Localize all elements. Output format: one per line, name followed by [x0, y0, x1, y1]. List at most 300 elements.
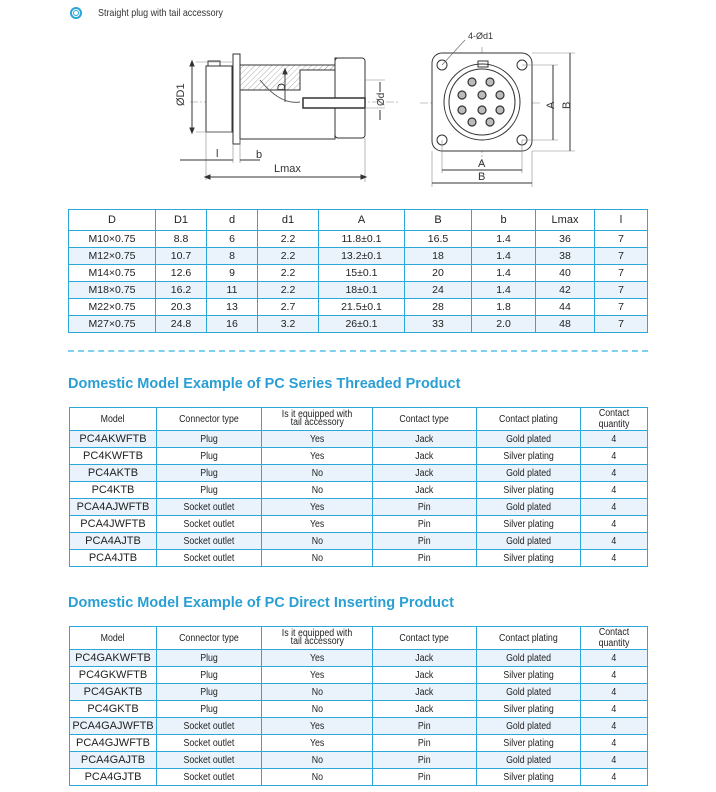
- table-cell: [157, 465, 262, 482]
- side-view-drawing: [160, 30, 410, 190]
- table-cell: 26±0.1: [319, 316, 405, 333]
- cell-text: Socket outlet: [183, 535, 235, 547]
- table-cell: M27×0.75: [69, 316, 156, 333]
- cell-text: PC4GAKWFTB: [75, 652, 151, 664]
- table-cell: 21.5±0.1: [319, 299, 405, 316]
- table-row: [70, 448, 648, 465]
- table-cell: [581, 431, 648, 448]
- model-cell: [70, 650, 157, 667]
- cell-text: 4: [611, 501, 617, 513]
- table-cell: [581, 735, 648, 752]
- cell-text: Socket outlet: [183, 501, 235, 513]
- table-cell: [373, 684, 477, 701]
- cell-text: Plug: [200, 433, 218, 445]
- cell-text: Gold plated: [505, 720, 552, 732]
- cell-text: PCA4GAJWFTB: [72, 720, 154, 732]
- cell-text: PC4AKWFTB: [79, 433, 147, 445]
- table-cell: 7: [595, 231, 648, 248]
- cell-text: 4: [611, 720, 617, 732]
- table-cell: 33: [405, 316, 472, 333]
- cell-text: Yes: [309, 518, 325, 530]
- label-lmax: Lmax: [274, 163, 301, 175]
- table-cell: 2.2: [258, 282, 319, 299]
- table-cell: [581, 482, 648, 499]
- front-view-drawing: [410, 25, 590, 190]
- table-row: [70, 684, 648, 701]
- table-cell: [157, 516, 262, 533]
- table-row: [70, 516, 648, 533]
- table-cell: [581, 550, 648, 567]
- table-cell: [477, 516, 581, 533]
- cell-text: Pin: [418, 771, 431, 783]
- label-d1: ØD1: [175, 83, 187, 106]
- cell-text: 4: [611, 669, 617, 681]
- table-cell: [157, 752, 262, 769]
- cell-text: Jack: [415, 686, 434, 698]
- table-cell: 9: [207, 265, 258, 282]
- bullseye-icon: [70, 7, 82, 19]
- table-header-row: [70, 408, 648, 431]
- cell-text: Gold plated: [505, 686, 552, 698]
- model-cell: [70, 718, 157, 735]
- cell-text: 4: [611, 535, 617, 547]
- table-cell: [373, 550, 477, 567]
- cell-text: Jack: [415, 652, 434, 664]
- model-cell: [70, 684, 157, 701]
- table-cell: [373, 718, 477, 735]
- table-row: [70, 718, 648, 735]
- table-cell: 28: [405, 299, 472, 316]
- table-cell: [157, 718, 262, 735]
- cell-text: Yes: [309, 720, 325, 732]
- header-line-2: tail accessory: [290, 417, 344, 428]
- cell-text: Yes: [309, 450, 325, 462]
- table-cell: [157, 701, 262, 718]
- table-cell: [262, 533, 373, 550]
- header-label: Contact plating: [499, 632, 558, 644]
- label-b: b: [256, 149, 263, 161]
- table-cell: [262, 516, 373, 533]
- table-cell: [373, 465, 477, 482]
- cell-text: PC4GKWFTB: [78, 669, 148, 681]
- table-cell: 16.5: [405, 231, 472, 248]
- cell-text: No: [311, 484, 323, 496]
- table-cell: 7: [595, 248, 648, 265]
- header-model: [70, 627, 157, 650]
- table-header-row: [70, 627, 648, 650]
- table-cell: [262, 465, 373, 482]
- table-cell: [157, 499, 262, 516]
- table-cell: [581, 650, 648, 667]
- table-cell: 18: [405, 248, 472, 265]
- table-cell: [477, 667, 581, 684]
- table-cell: [477, 735, 581, 752]
- header-contact-type: [373, 627, 477, 650]
- table-cell: M18×0.75: [69, 282, 156, 299]
- table-cell: 10.7: [156, 248, 207, 265]
- table-cell: [157, 684, 262, 701]
- cell-text: Gold plated: [505, 754, 552, 766]
- table-cell: [581, 752, 648, 769]
- threaded-product-table: [69, 407, 648, 567]
- header-d1: D1: [156, 210, 207, 231]
- cell-text: Silver plating: [503, 518, 554, 530]
- table-cell: 3.2: [258, 316, 319, 333]
- cell-text: PCA4JTB: [88, 552, 138, 564]
- header-label: Model: [101, 632, 125, 644]
- table-cell: 16: [207, 316, 258, 333]
- cell-text: Yes: [309, 669, 325, 681]
- table-cell: 2.7: [258, 299, 319, 316]
- table-cell: 7: [595, 299, 648, 316]
- cell-text: Gold plated: [505, 467, 552, 479]
- cell-text: 4: [611, 754, 617, 766]
- table-cell: 13: [207, 299, 258, 316]
- cell-text: Plug: [200, 484, 218, 496]
- table-cell: M10×0.75: [69, 231, 156, 248]
- heading-text: Straight plug with tail accessory: [98, 7, 224, 19]
- header-connector-type: [157, 408, 262, 431]
- cell-text: Silver plating: [503, 552, 554, 564]
- table-cell: 1.4: [472, 248, 536, 265]
- table-cell: [581, 667, 648, 684]
- table-cell: [477, 499, 581, 516]
- table-cell: 1.4: [472, 265, 536, 282]
- dimension-table: [68, 209, 648, 333]
- table-cell: [373, 735, 477, 752]
- header-label: Connector type: [179, 413, 239, 425]
- threaded-section-title: Domestic Model Example of PC Series Threaded Product: [68, 376, 461, 392]
- cell-text: PC4KTB: [91, 484, 135, 496]
- cell-text: Plug: [200, 686, 218, 698]
- table-cell: 20: [405, 265, 472, 282]
- table-cell: 36: [536, 231, 595, 248]
- model-cell: [70, 533, 157, 550]
- table-cell: 2.2: [258, 231, 319, 248]
- cell-text: Pin: [418, 737, 431, 749]
- table-cell: [262, 735, 373, 752]
- table-row: [69, 299, 648, 316]
- dashed-divider: [68, 350, 648, 352]
- cell-text: No: [311, 754, 323, 766]
- table-row: [70, 735, 648, 752]
- table-cell: 42: [536, 282, 595, 299]
- cell-text: Socket outlet: [183, 737, 235, 749]
- table-cell: [477, 769, 581, 786]
- table-cell: [373, 499, 477, 516]
- table-cell: 1.4: [472, 282, 536, 299]
- table-cell: [373, 448, 477, 465]
- table-cell: [262, 650, 373, 667]
- cell-text: 4: [611, 703, 617, 715]
- header-l: l: [595, 210, 648, 231]
- table-cell: [373, 650, 477, 667]
- cell-text: No: [311, 771, 323, 783]
- cell-text: 4: [611, 737, 617, 749]
- header-line-1: Is it equipped with: [281, 628, 353, 639]
- cell-text: PCA4GJWFTB: [76, 737, 150, 749]
- table-header-row: [69, 210, 648, 231]
- cell-text: Jack: [415, 484, 434, 496]
- cell-text: Silver plating: [503, 771, 554, 783]
- cell-text: Pin: [418, 552, 431, 564]
- header-d1-small: d1: [258, 210, 319, 231]
- table-row: [69, 265, 648, 282]
- header-connector-type: [157, 627, 262, 650]
- header-lmax: Lmax: [536, 210, 595, 231]
- label-a-vertical: A: [545, 101, 557, 109]
- table-cell: [373, 667, 477, 684]
- cell-text: PCA4JWFTB: [80, 518, 146, 530]
- table-cell: 2.2: [258, 248, 319, 265]
- cell-text: PC4AKTB: [87, 467, 139, 479]
- table-cell: 13.2±0.1: [319, 248, 405, 265]
- table-cell: [157, 550, 262, 567]
- table-cell: [477, 718, 581, 735]
- table-cell: [581, 516, 648, 533]
- table-cell: [157, 533, 262, 550]
- table-row: [69, 231, 648, 248]
- label-b-vertical: B: [561, 101, 573, 109]
- table-cell: [157, 431, 262, 448]
- table-row: [69, 248, 648, 265]
- cell-text: 4: [611, 433, 617, 445]
- table-row: [70, 499, 648, 516]
- table-cell: [262, 684, 373, 701]
- model-cell: [70, 465, 157, 482]
- table-row: [70, 482, 648, 499]
- section-heading: [70, 4, 245, 22]
- cell-text: Gold plated: [505, 535, 552, 547]
- table-cell: [157, 448, 262, 465]
- model-cell: [70, 448, 157, 465]
- table-cell: 16.2: [156, 282, 207, 299]
- table-cell: 44: [536, 299, 595, 316]
- table-cell: [373, 752, 477, 769]
- cell-text: Plug: [200, 703, 218, 715]
- table-cell: [477, 448, 581, 465]
- header-b-small: b: [472, 210, 536, 231]
- table-cell: [157, 650, 262, 667]
- table-cell: M14×0.75: [69, 265, 156, 282]
- cell-text: Socket outlet: [183, 552, 235, 564]
- model-cell: [70, 550, 157, 567]
- header-label: Model: [101, 413, 125, 425]
- model-cell: [70, 701, 157, 718]
- cell-text: No: [311, 467, 323, 479]
- table-cell: 20.3: [156, 299, 207, 316]
- table-cell: [477, 533, 581, 550]
- table-cell: [581, 684, 648, 701]
- cell-text: Pin: [418, 501, 431, 513]
- table-cell: [157, 769, 262, 786]
- cell-text: PC4GAKTB: [83, 686, 143, 698]
- table-cell: [157, 482, 262, 499]
- table-row: [70, 533, 648, 550]
- cell-text: Pin: [418, 754, 431, 766]
- table-cell: [157, 735, 262, 752]
- cell-text: No: [311, 552, 323, 564]
- cell-text: Gold plated: [505, 433, 552, 445]
- header-label: Contact plating: [499, 413, 558, 425]
- table-cell: [477, 684, 581, 701]
- cell-text: Pin: [418, 535, 431, 547]
- model-cell: [70, 769, 157, 786]
- cell-text: Yes: [309, 433, 325, 445]
- cell-text: Silver plating: [503, 669, 554, 681]
- label-d-small: Ød: [376, 92, 387, 106]
- table-cell: [262, 769, 373, 786]
- table-cell: 8: [207, 248, 258, 265]
- table-cell: 24.8: [156, 316, 207, 333]
- table-cell: 38: [536, 248, 595, 265]
- model-cell: [70, 482, 157, 499]
- cell-text: Jack: [415, 669, 434, 681]
- table-cell: [262, 701, 373, 718]
- table-cell: [477, 465, 581, 482]
- header-line-2: tail accessory: [290, 636, 344, 647]
- cell-text: Silver plating: [503, 703, 554, 715]
- header-label: Connector type: [179, 632, 239, 644]
- table-row: [69, 316, 648, 333]
- table-row: [70, 701, 648, 718]
- header-contact-plating: [477, 408, 581, 431]
- table-cell: 2.0: [472, 316, 536, 333]
- table-row: [69, 282, 648, 299]
- table-cell: [477, 701, 581, 718]
- cell-text: Socket outlet: [183, 754, 235, 766]
- cell-text: 4: [611, 484, 617, 496]
- header-tail-accessory: [262, 627, 373, 650]
- cell-text: PCA4GAJTB: [80, 754, 146, 766]
- table-cell: [262, 718, 373, 735]
- cell-text: No: [311, 703, 323, 715]
- table-row: [70, 667, 648, 684]
- cell-text: 4: [611, 518, 617, 530]
- label-a-horizontal: A: [478, 158, 486, 170]
- label-holes: 4-Ød1: [468, 31, 494, 41]
- header-b: B: [405, 210, 472, 231]
- model-cell: [70, 752, 157, 769]
- table-row: [70, 465, 648, 482]
- table-cell: [262, 448, 373, 465]
- header-contact-type: [373, 408, 477, 431]
- cell-text: Jack: [415, 467, 434, 479]
- table-cell: [477, 482, 581, 499]
- table-cell: 7: [595, 282, 648, 299]
- header-contact-quantity: [581, 408, 648, 431]
- table-cell: 2.2: [258, 265, 319, 282]
- header-label: Contact type: [399, 632, 450, 644]
- cell-text: PCA4AJWFTB: [76, 501, 150, 513]
- table-cell: 24: [405, 282, 472, 299]
- label-d: D: [276, 83, 288, 91]
- cell-text: Yes: [309, 737, 325, 749]
- cell-text: 4: [611, 450, 617, 462]
- cell-text: Gold plated: [505, 652, 552, 664]
- header-label: Contact quantity: [598, 627, 630, 649]
- header-contact-plating: [477, 627, 581, 650]
- header-model: [70, 408, 157, 431]
- table-cell: 48: [536, 316, 595, 333]
- cell-text: PCA4GJTB: [84, 771, 142, 783]
- table-cell: [373, 769, 477, 786]
- cell-text: Jack: [415, 433, 434, 445]
- header-label: Contact quantity: [598, 408, 630, 430]
- header-d-small: d: [207, 210, 258, 231]
- cell-text: PC4KWFTB: [83, 450, 143, 462]
- header-tail-accessory: [262, 408, 373, 431]
- table-row: [70, 550, 648, 567]
- table-cell: 12.6: [156, 265, 207, 282]
- table-cell: [373, 701, 477, 718]
- cell-text: Silver plating: [503, 737, 554, 749]
- model-cell: [70, 499, 157, 516]
- table-cell: 7: [595, 316, 648, 333]
- table-cell: 7: [595, 265, 648, 282]
- table-cell: [477, 550, 581, 567]
- header-label: Contact type: [399, 413, 450, 425]
- cell-text: 4: [611, 652, 617, 664]
- table-cell: M12×0.75: [69, 248, 156, 265]
- table-cell: M22×0.75: [69, 299, 156, 316]
- header-d: D: [69, 210, 156, 231]
- cell-text: Plug: [200, 467, 218, 479]
- table-cell: [477, 431, 581, 448]
- table-cell: 6: [207, 231, 258, 248]
- table-cell: [581, 448, 648, 465]
- cell-text: No: [311, 535, 323, 547]
- table-cell: [373, 431, 477, 448]
- table-cell: 11.8±0.1: [319, 231, 405, 248]
- cell-text: Plug: [200, 669, 218, 681]
- label-l: l: [216, 148, 219, 160]
- table-cell: 1.4: [472, 231, 536, 248]
- table-row: [70, 769, 648, 786]
- model-cell: [70, 735, 157, 752]
- cell-text: Pin: [418, 518, 431, 530]
- cell-text: Plug: [200, 450, 218, 462]
- model-cell: [70, 667, 157, 684]
- table-cell: [157, 667, 262, 684]
- cell-text: Pin: [418, 720, 431, 732]
- table-cell: [262, 550, 373, 567]
- table-cell: [581, 718, 648, 735]
- table-row: [70, 752, 648, 769]
- table-cell: [373, 516, 477, 533]
- table-cell: [262, 667, 373, 684]
- cell-text: PCA4AJTB: [85, 535, 141, 547]
- direct-product-table: [69, 626, 648, 786]
- table-cell: [373, 533, 477, 550]
- table-cell: [477, 650, 581, 667]
- cell-text: 4: [611, 771, 617, 783]
- model-cell: [70, 431, 157, 448]
- cell-text: Jack: [415, 703, 434, 715]
- cell-text: Silver plating: [503, 450, 554, 462]
- cell-text: Yes: [309, 501, 325, 513]
- header-a: A: [319, 210, 405, 231]
- cell-text: 4: [611, 467, 617, 479]
- table-cell: [581, 769, 648, 786]
- table-cell: [581, 465, 648, 482]
- cell-text: No: [311, 686, 323, 698]
- table-cell: 15±0.1: [319, 265, 405, 282]
- header-contact-quantity: [581, 627, 648, 650]
- label-b-horizontal: B: [478, 171, 486, 183]
- cell-text: Socket outlet: [183, 771, 235, 783]
- cell-text: 4: [611, 552, 617, 564]
